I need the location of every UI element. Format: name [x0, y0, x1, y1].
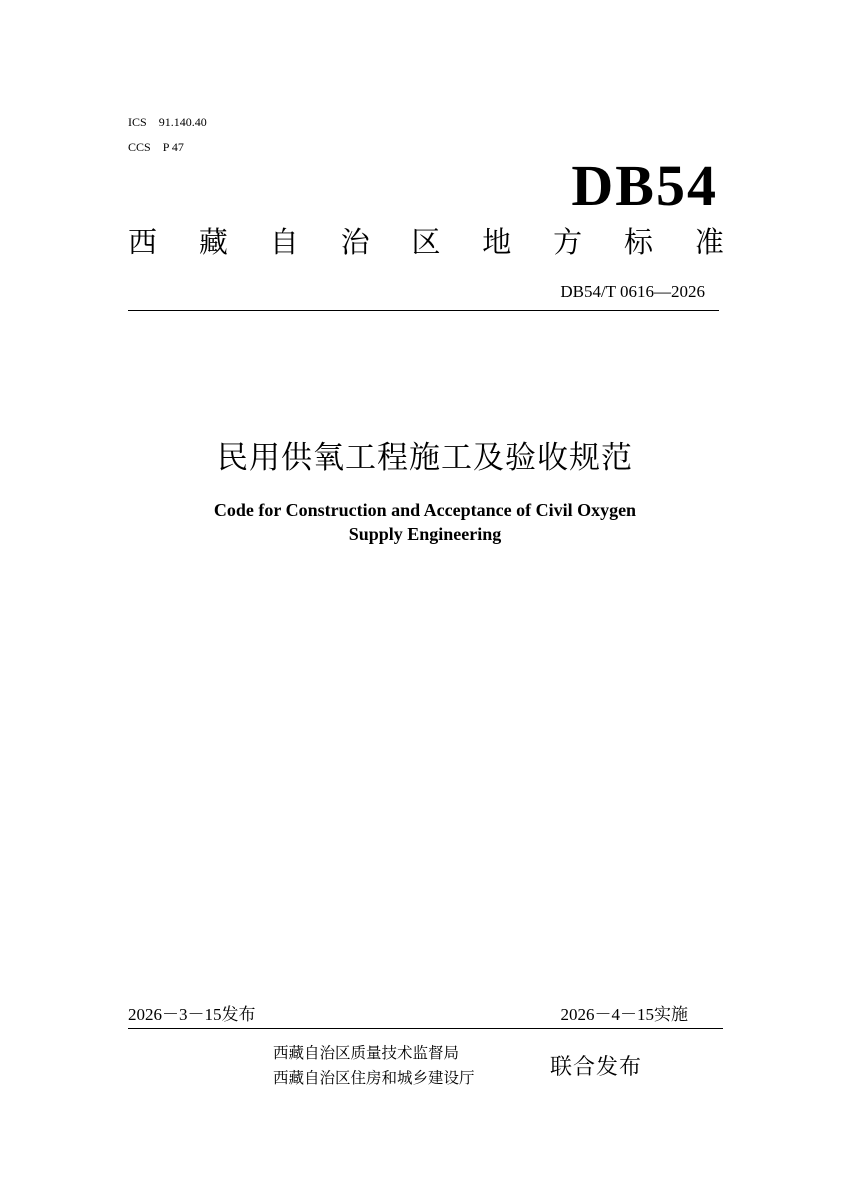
standard-type-char: 区 — [411, 225, 441, 259]
issue-date: 2026－3－15发布 — [128, 1005, 256, 1024]
standard-type-char: 方 — [553, 225, 583, 259]
standard-type — [128, 220, 724, 264]
implementation-date: 2026－4－15实施 — [560, 1005, 688, 1024]
ccs-label: CCS — [128, 140, 151, 154]
classification-codes — [128, 110, 207, 160]
ics-label: ICS — [128, 115, 147, 129]
db-code: DB54 — [571, 153, 718, 218]
standard-number: DB54/T 0616—2026 — [560, 282, 705, 301]
issuer-name: 西藏自治区住房和城乡建设厅 — [273, 1069, 475, 1087]
standard-type-char: 标 — [624, 225, 654, 259]
ics-code — [128, 110, 207, 135]
header-divider — [128, 310, 719, 311]
issuer-name: 西藏自治区质量技术监督局 — [273, 1044, 460, 1062]
standard-type-char: 藏 — [198, 225, 228, 259]
issuing-authorities — [273, 1041, 475, 1091]
ccs-code — [128, 135, 207, 160]
ics-value: 91.140.40 — [158, 115, 207, 129]
standard-type-char: 地 — [482, 225, 512, 259]
title-english-line1: Code for Construction and Acceptance of Civil Oxygen — [213, 500, 637, 520]
footer-divider — [128, 1028, 723, 1029]
title-chinese: 民用供氧工程施工及验收规范 — [217, 440, 633, 476]
joint-release-label: 联合发布 — [550, 1055, 643, 1080]
standard-type-char: 准 — [694, 225, 724, 259]
ccs-value: P 47 — [162, 140, 184, 154]
title-english-line2: Supply Engineering — [348, 524, 502, 544]
standard-type-char: 治 — [340, 225, 370, 259]
title-english — [0, 498, 850, 546]
standard-type-char: 西 — [128, 225, 158, 259]
standard-type-char: 自 — [269, 225, 299, 259]
